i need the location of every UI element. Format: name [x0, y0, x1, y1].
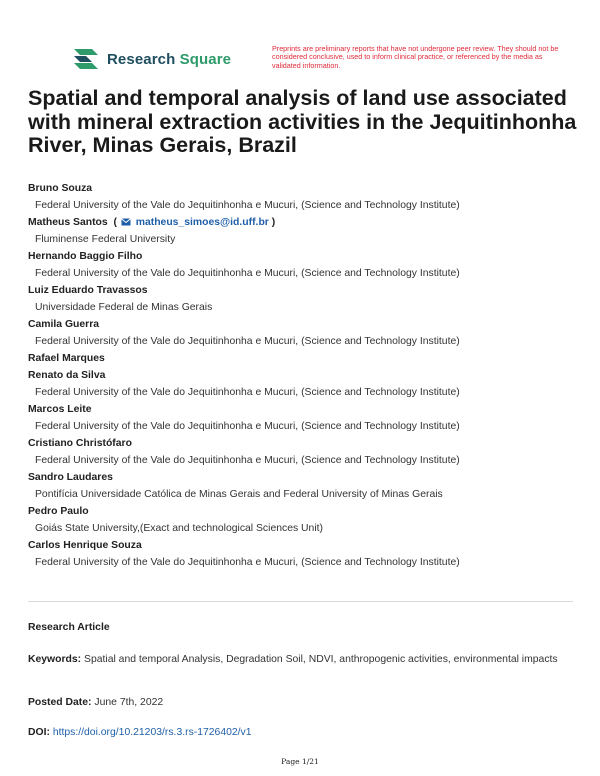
doi	[28, 727, 252, 738]
author-name: Pedro Paulo	[28, 506, 89, 517]
author-name: Rafael Marques	[28, 353, 105, 364]
email-open-paren: (	[110, 217, 117, 228]
section-divider	[28, 601, 573, 602]
author-affiliation: Universidade Federal de Minas Gerais	[35, 302, 213, 313]
keywords	[28, 652, 578, 668]
author-name: Renato da Silva	[28, 370, 106, 381]
posted-date-label: Posted Date:	[28, 697, 92, 708]
doi-link[interactable]: https://doi.org/10.21203/rs.3.rs-1726402/v1	[52, 727, 252, 738]
author-affiliation: Federal University of the Vale do Jequitinhonha e Mucuri, (Science and Technology Institute)	[35, 557, 460, 568]
author-name-with-email	[28, 214, 588, 231]
doi-label: DOI:	[28, 727, 50, 738]
posted-date	[28, 697, 163, 708]
email-close-paren: )	[271, 217, 276, 228]
author-affiliation: Goiás State University,(Exact and technological Sciences Unit)	[35, 523, 323, 534]
research-square-logo[interactable]	[72, 48, 231, 70]
author-affiliation: Federal University of the Vale do Jequitinhonha e Mucuri, (Science and Technology Institute)	[35, 336, 460, 347]
keywords-label: Keywords:	[28, 654, 82, 665]
paper-title: Spatial and temporal analysis of land use associated with mineral extraction activities in the Jequitinhonha River, Minas Gerais, Brazil	[28, 86, 577, 157]
author-name: Matheus Santos	[28, 217, 108, 228]
author-name: Luiz Eduardo Travassos	[28, 285, 148, 296]
envelope-icon	[121, 218, 131, 226]
author-affiliation: Federal University of the Vale do Jequitinhonha e Mucuri, (Science and Technology Institute)	[35, 421, 460, 432]
article-type: Research Article	[28, 622, 110, 633]
author-affiliation: Pontifícia Universidade Católica de Minas Gerais and Federal University of Minas Gerais	[35, 489, 443, 500]
author-affiliation: Federal University of the Vale do Jequitinhonha e Mucuri, (Science and Technology Institute)	[35, 200, 460, 211]
author-name: Marcos Leite	[28, 404, 92, 415]
preprint-notice: Preprints are preliminary reports that have not undergone peer review. They should not be considered conclusive, used to inform clinical practice, or referenced by the media as validated information.	[272, 44, 559, 70]
author-affiliation: Fluminense Federal University	[35, 234, 176, 245]
author-name: Sandro Laudares	[28, 472, 113, 483]
author-affiliation: Federal University of the Vale do Jequitinhonha e Mucuri, (Science and Technology Institute)	[35, 268, 460, 279]
research-square-logo-icon	[72, 48, 100, 70]
author-name: Bruno Souza	[28, 183, 93, 194]
author-name: Carlos Henrique Souza	[28, 540, 142, 551]
author-email-link[interactable]: matheus_simoes@id.uff.br	[135, 217, 269, 228]
author-affiliation: Federal University of the Vale do Jequitinhonha e Mucuri, (Science and Technology Institute)	[35, 387, 460, 398]
keywords-value: Spatial and temporal Analysis, Degradation Soil, NDVI, anthropogenic activities, environmental impacts	[84, 654, 558, 665]
author-affiliation: Federal University of the Vale do Jequitinhonha e Mucuri, (Science and Technology Institute)	[35, 455, 460, 466]
page-number: Page 1/21	[281, 757, 319, 766]
posted-date-value: June 7th, 2022	[94, 697, 164, 708]
author-name: Cristiano Christófaro	[28, 438, 132, 449]
author-name: Camila Guerra	[28, 319, 100, 330]
author-name: Hernando Baggio Filho	[28, 251, 143, 262]
author-list	[28, 180, 588, 571]
brand-name: Research Square	[107, 50, 232, 68]
